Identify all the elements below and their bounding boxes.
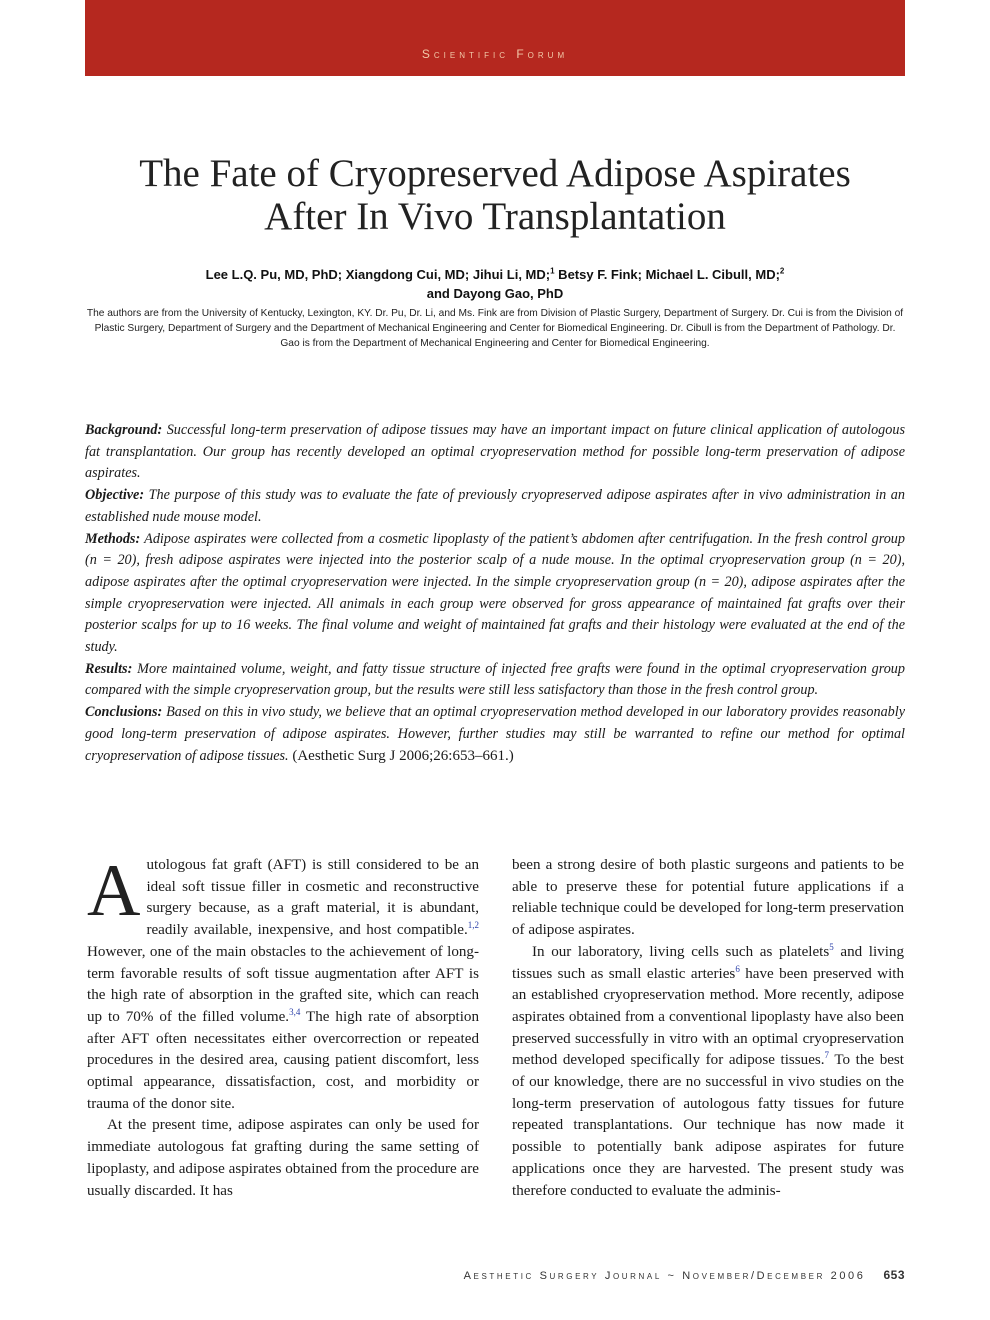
- abstract-background: [85, 420, 905, 485]
- reference-link-5[interactable]: 5: [829, 941, 834, 952]
- p4-text-a: In our laboratory, living cells such as platelets: [532, 943, 830, 960]
- journal-running-footer: Aesthetic Surgery Journal ~ November/December 2006: [463, 1270, 866, 1282]
- page-footer: [464, 1268, 905, 1282]
- authors-line-1b: Betsy F. Fink; Michael L. Cibull, MD;: [554, 267, 780, 282]
- page-number: 653: [883, 1268, 905, 1282]
- reference-link-1[interactable]: 1: [467, 920, 473, 931]
- affiliation-mark-1: 1: [550, 266, 555, 276]
- title-line-1: The Fate of Cryopreserved Adipose Aspirates: [139, 152, 851, 195]
- p4-text-b: and living tissues such as small elastic arteries: [512, 943, 904, 982]
- section-label: Scientific Forum: [421, 47, 569, 61]
- title-line-2: After In Vivo Transplantation: [264, 195, 726, 238]
- abstract-conclusions: [85, 702, 905, 767]
- objective-label: Objective:: [85, 487, 145, 504]
- results-label: Results:: [85, 660, 133, 677]
- abstract-results: [85, 659, 905, 702]
- abstract-methods: [85, 529, 905, 659]
- reference-link-7[interactable]: 7: [824, 1050, 830, 1061]
- p1-text-c: The high rate of absorption after AFT often necessitates either overcorrection or repeated procedures in the desired area, causing patient discomfort, less optimal appearance, dissatisfaction, cost, and morbidity or trauma of the donor site.: [87, 1008, 479, 1112]
- conclusions-text: Based on this in vivo study, we believe that an optimal cryopreservation method developed in our laboratory provides reasonably good long-term preservation of adipose aspirates. However, further studies may still be warranted to refine our method for optimal cryopreservation of adipose tissues.: [85, 704, 905, 764]
- section-banner: [85, 0, 905, 76]
- abstract: [85, 420, 905, 767]
- background-text: Successful long-term preservation of adipose tissues may have an important impact on future clinical application of autologous fat transplantation. Our group has recently developed an optimal cryopreservation method for possible long-term preservation of adipose aspirates.: [85, 422, 905, 482]
- affiliation-mark-2: 2: [779, 266, 785, 276]
- body-paragraph-2: At the present time, adipose aspirates can only be used for immediate autologous fat grafting during the same setting of lipoplasty, and adipose aspirates obtained from the procedure are usually discarded. It has: [87, 1117, 479, 1199]
- body-column-left: [87, 850, 479, 1202]
- article-title: [85, 152, 905, 238]
- p4-text-d: To the best of our knowledge, there are no successful in vivo studies on the long-term preservation of autologous fatty tissues for future repeated transplantations. Our technique has now made it possible to potentially bank adipose aspirates for future applications once they are harvested. The present study was therefore conducted to evaluate the adminis-: [512, 1052, 905, 1199]
- p1-text-b: However, one of the main obstacles to the achievement of long-term favorable results of soft tissue augmentation after AFT is the high rate of absorption in the grafted site, which can reach up to 70% of the filled volume.: [87, 943, 479, 1025]
- reference-link-6[interactable]: 6: [735, 963, 740, 974]
- reference-link-3[interactable]: 3: [289, 1006, 294, 1017]
- objective-text: The purpose of this study was to evaluate the fate of previously cryopreserved adipose aspirates after in vivo administration in an established nude mouse model.: [85, 487, 905, 525]
- body-column-right: [512, 855, 904, 1202]
- background-label: Background:: [85, 422, 163, 438]
- body-paragraph-4: [512, 942, 904, 1202]
- authors-line-2: and Dayong Gao, PhD: [426, 286, 564, 301]
- results-text: More maintained volume, weight, and fatty tissue structure of injected free grafts were found in the optimal cryopreservation group compared with the simple cryopreservation group, but the results were still less satisfactory than those in the fresh control group.: [85, 660, 905, 699]
- methods-label: Methods:: [85, 530, 141, 547]
- body-paragraph-3: been a strong desire of both plastic surgeons and patients to be able to preserve these for potential future applications if a reliable technique could be developed for long-term preservation of adipose aspirates.: [512, 857, 904, 939]
- citation: (Aesthetic Surg J 2006;26:653–661.): [288, 747, 514, 764]
- author-affiliations: The authors are from the University of Kentucky, Lexington, KY. Dr. Pu, Dr. Li, and Ms. Fink are from Division of Plastic Surgery, Department of Surgery. Dr. Cui is from the Division of Plastic Surgery, Department of Surgery and the Department of Mechanical Engineering and Center for Biomedical Engineering. Dr. Cibull is from the Department of Pathology. Dr. Gao is from the Department of Mechanical Engineering and Center for Biomedical Engineering.: [86, 308, 904, 349]
- methods-text: Adipose aspirates were collected from a cosmetic lipoplasty of the patient’s abdomen after centrifugation. In the fresh control group (n = 20), fresh adipose aspirates were injected into the posterior scalp of a nude mouse. In the optimal cryopreservation group (n = 20), adipose aspirates after the optimal cryopreservation were injected. In the simple cryopreservation group (n = 20), adipose aspirates after the simple cryopreservation were injected. All animals in each group were observed for gross appearance of maintained fat grafts over their posterior scalps for up to 16 weeks. The final volume and weight of maintained fat grafts and their histology were evaluated at the end of the study.: [85, 530, 905, 656]
- drop-cap: A: [87, 850, 141, 932]
- p1-text-a: utologous fat graft (AFT) is still considered to be an ideal soft tissue filler in cosmetic and reconstructive surgery because, as a graft material, it is abundant, readily available, inexpensive, and host compatible.: [146, 857, 479, 939]
- reference-separator: ,: [472, 920, 475, 931]
- conclusions-label: Conclusions:: [85, 704, 163, 721]
- reference-link-4[interactable]: 4: [295, 1006, 301, 1017]
- authors-line-1a: Lee L.Q. Pu, MD, PhD; Xiangdong Cui, MD; Jihui Li, MD;: [205, 267, 551, 282]
- reference-separator: ,: [293, 1006, 296, 1017]
- reference-link-2[interactable]: 2: [474, 920, 479, 931]
- p4-text-c: have been preserved with an established cryopreservation method. More recently, adipose aspirates obtained from a conventional lipoplasty have also been preserved successfully in vitro with an optimal cryopreservation method developed specifically for adipose tissues.: [512, 965, 905, 1069]
- author-list: [85, 265, 905, 303]
- body-paragraph-1: [87, 850, 479, 1115]
- abstract-objective: [85, 485, 905, 528]
